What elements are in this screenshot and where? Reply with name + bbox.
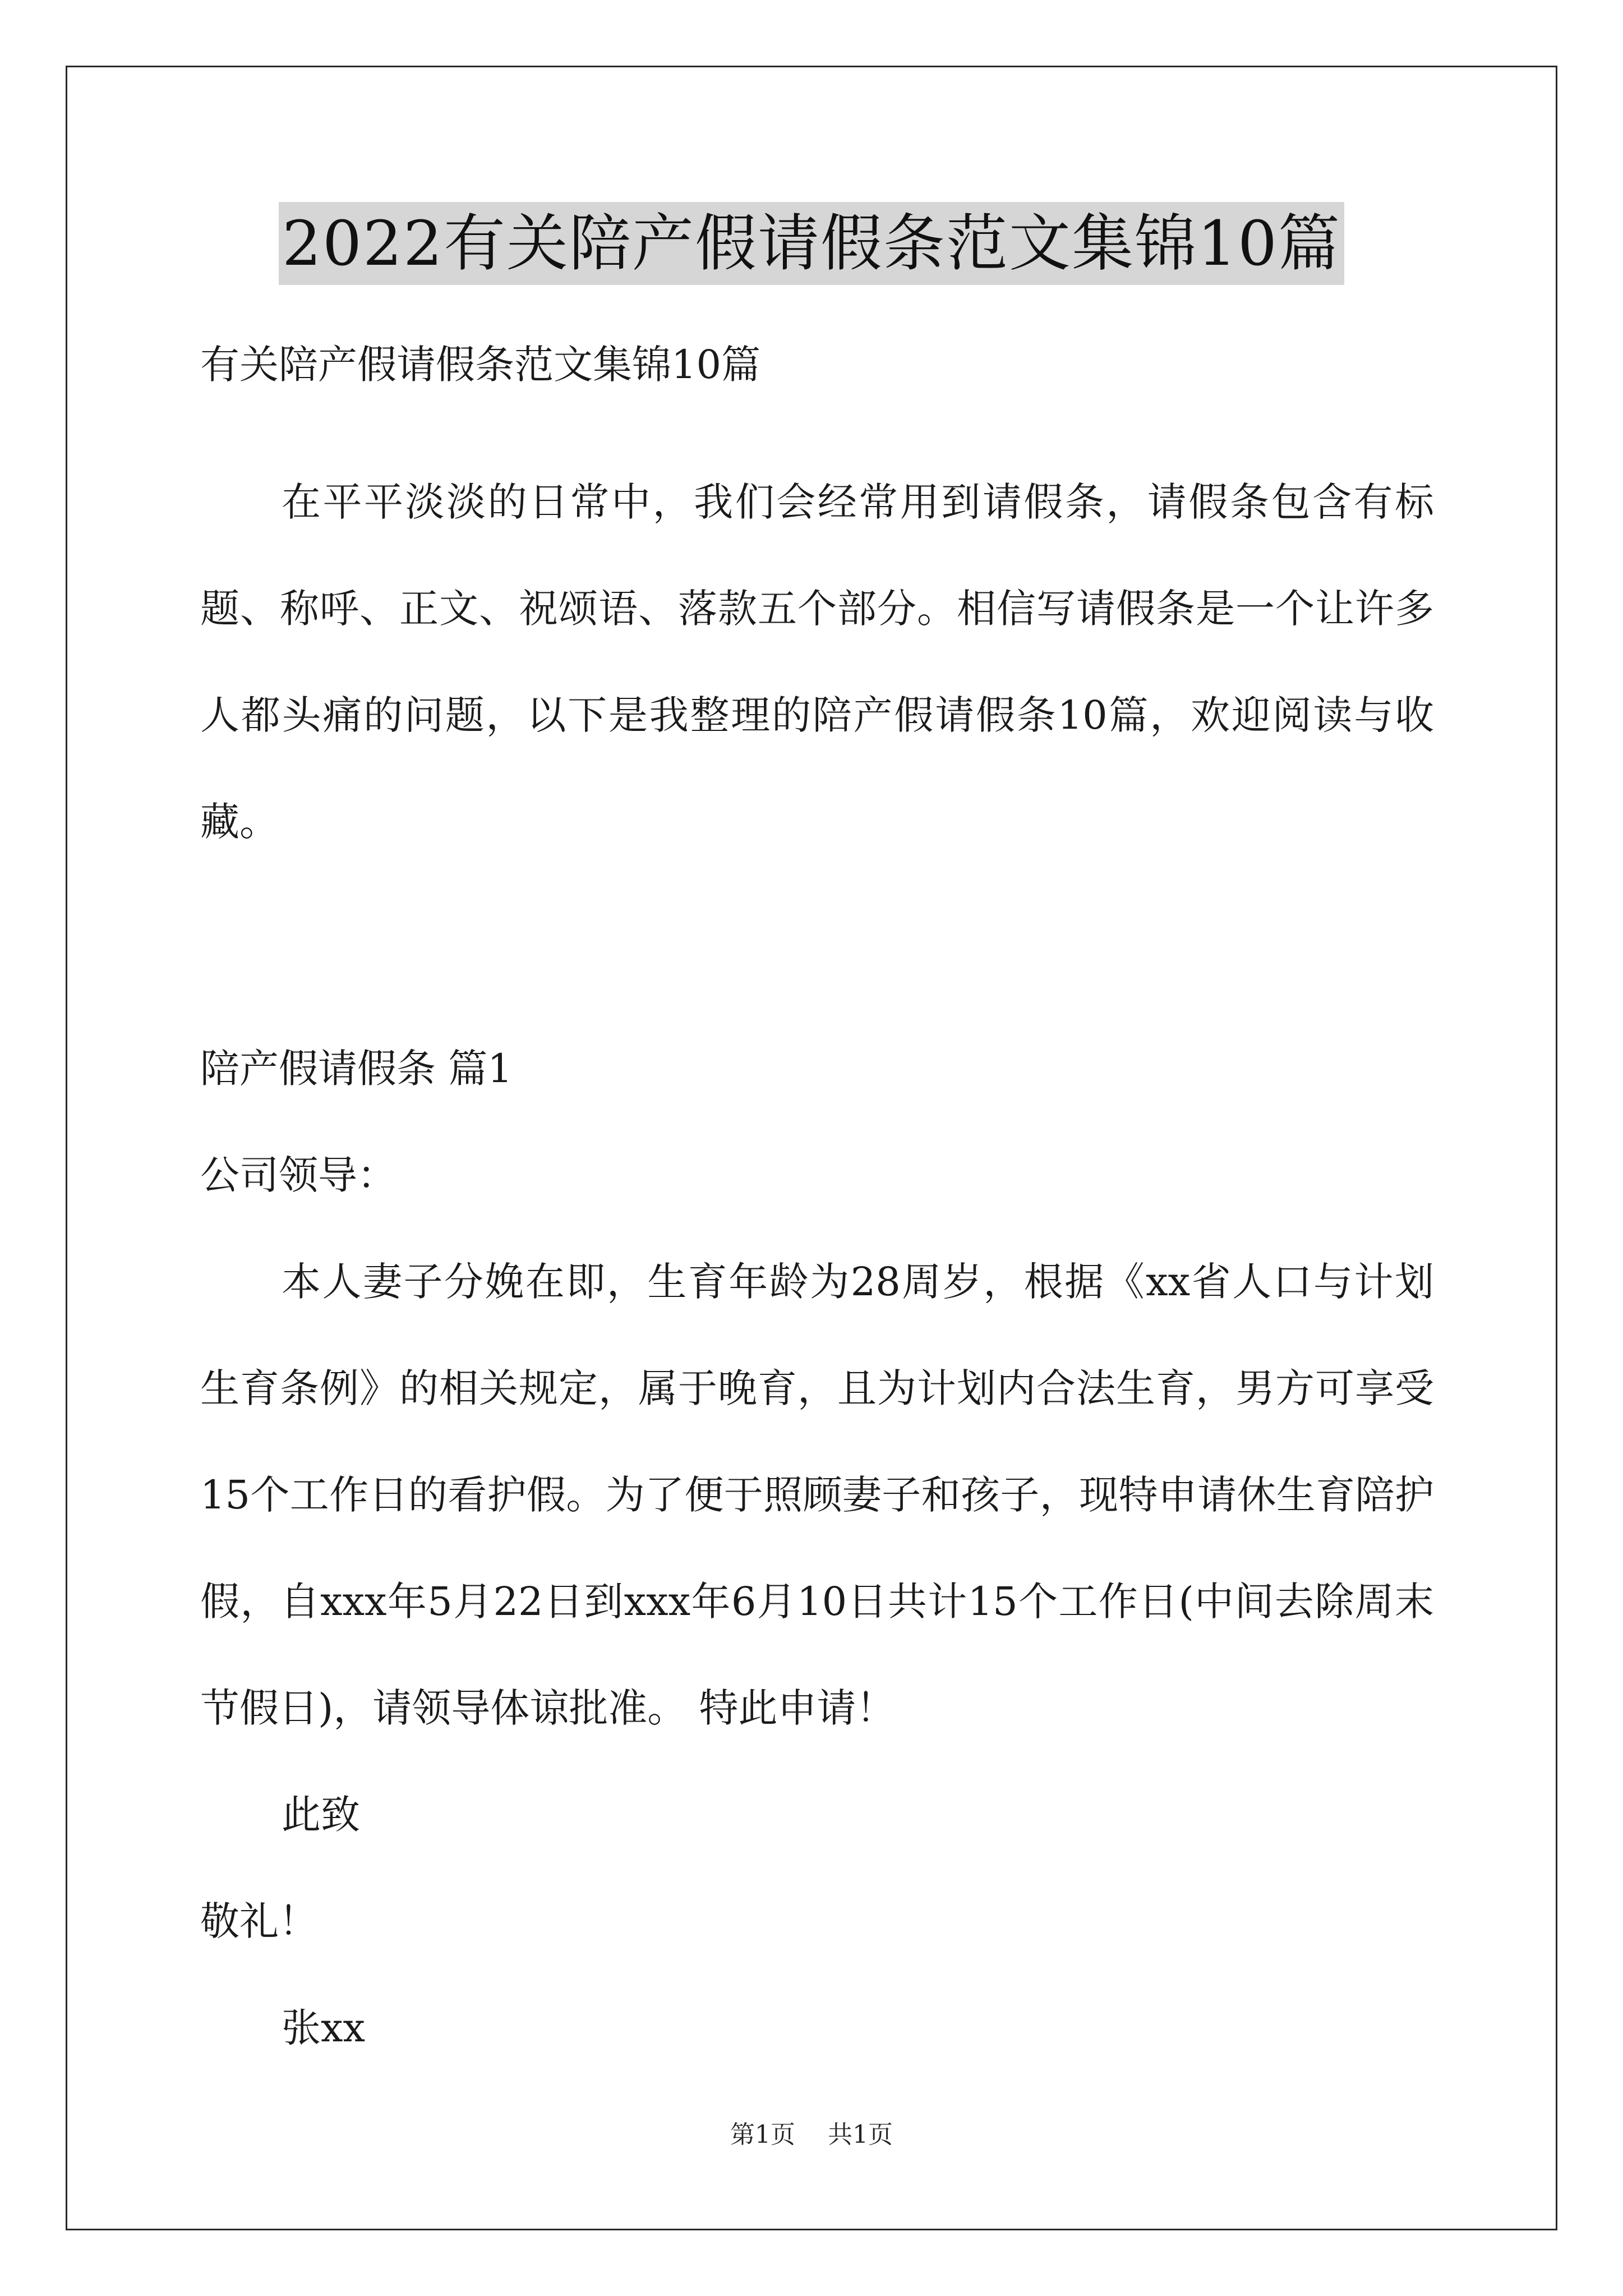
- page-footer: [0, 2118, 1623, 2152]
- section-heading: 陪产假请假条 篇1: [200, 1046, 513, 1092]
- page-number: 第1页: [730, 2120, 795, 2149]
- document-body: [200, 311, 1434, 2081]
- intro-paragraph: 在平平淡淡的日常中，我们会经常用到请假条，请假条包含有标题、称呼、正文、祝颂语、落款五个部分。相信写请假条是一个让许多人都头痛的问题，以下是我整理的陪产假请假条10篇，欢迎阅读与收藏。: [200, 479, 1434, 845]
- closing-salutation: 此致: [282, 1792, 360, 1838]
- title-container: [0, 202, 1623, 285]
- signature: 张xx: [282, 2005, 365, 2051]
- page-total: 共1页: [828, 2120, 893, 2149]
- letter-body: 本人妻子分娩在即，生育年龄为28周岁，根据《xx省人口与计划生育条例》的相关规定，属于晚育，且为计划内合法生育，男方可享受15个工作日的看护假。为了便于照顾妻子和孩子，现特申请休生育陪护假，自xxx年5月22日到xxx年6月10日共计15个工作日(中间去除周末节假日)，请领导体谅批准。 特此申请！: [200, 1259, 1434, 1731]
- greeting: 公司领导：: [200, 1152, 396, 1198]
- document-subtitle: 有关陪产假请假条范文集锦10篇: [200, 342, 761, 388]
- document-title: 2022有关陪产假请假条范文集锦10篇: [279, 202, 1344, 285]
- closing-regards: 敬礼！: [200, 1898, 318, 1944]
